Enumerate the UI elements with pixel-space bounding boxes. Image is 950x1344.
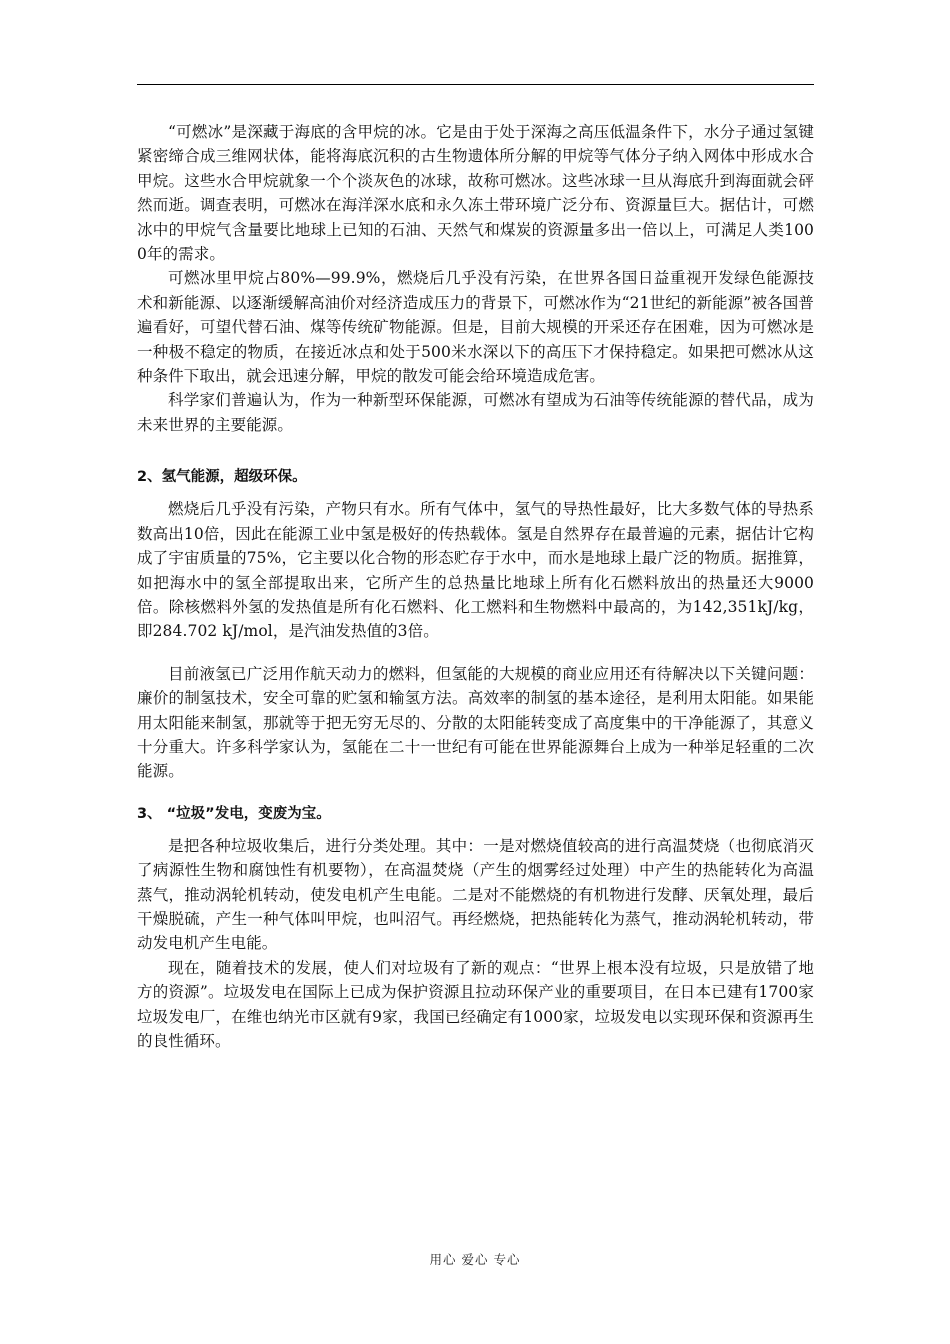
heading-spacer: [137, 489, 814, 497]
heading-spacer: [137, 826, 814, 834]
page-footer: 用心 爱心 专心: [429, 1252, 521, 1267]
section-3-heading: 3、 “垃圾”发电，变废为宝。: [137, 805, 331, 822]
header-rule: [137, 84, 814, 85]
section-2-paragraph-1: 燃烧后几乎没有污染，产物只有水。所有气体中，氢气的导热性最好，比大多数气体的导热系数高出10倍，因此在能源工业中氢是极好的传热载体。氢是自然界存在最普遍的元素，据估计它构成了宇宙质量的75%，它主要以化合物的形态贮存于水中，而水是地球上最广泛的物质。据推算，如把海水中的氢全部提取出来，它所产生的总热量比地球上所有化石燃料放出的热量还大9000倍。除核燃料外氢的发热值是所有化石燃料、化工燃料和生物燃料中最高的，为142,351kJ/kg，即284.702 kJ/mol，是汽油发热值的3倍。: [137, 500, 814, 641]
intro-paragraph-2: 可燃冰里甲烷占80%—99.9%，燃烧后几乎没有污染，在世界各国日益重视开发绿色能源技术和新能源、以逐渐缓解高油价对经济造成压力的背景下，可燃冰作为“21世纪的新能源”被各国普遍看好，可望代替石油、煤等传统矿物能源。但是，目前大规模的开采还存在困难，因为可燃冰是一种极不稳定的物质，在接近冰点和处于500米水深以下的高压下才保持稳定。如果把可燃冰从这种条件下取出，就会迅速分解，甲烷的散发可能会给环境造成危害。: [137, 269, 814, 386]
section-2-paragraph-2: 目前液氢已广泛用作航天动力的燃料，但氢能的大规模的商业应用还有待解决以下关键问题：廉价的制氢技术，安全可靠的贮氢和输氢方法。高效率的制氢的基本途径，是利用太阳能。如果能用太阳能来制氢，那就等于把无穷无尽的、分散的太阳能转变成了高度集中的干净能源了，其意义十分重大。许多科学家认为，氢能在二十一世纪有可能在世界能源舞台上成为一种举足轻重的二次能源。: [137, 664, 814, 781]
section-spacer: [137, 437, 814, 465]
intro-paragraph-1: “可燃冰”是深藏于海底的含甲烷的冰。它是由于处于深海之高压低温条件下，水分子通过氢键紧密缔合成三维网状体，能将海底沉积的古生物遗体所分解的甲烷等气体分子纳入网体中形成水合甲烷。这些水合甲烷就象一个个淡灰色的冰球，故称可燃冰。这些冰球一旦从海底升到海面就会砰然而逝。调查表明，可燃冰在海洋深水底和永久冻土带环境广泛分布、资源量巨大。据估计，可燃冰中的甲烷气含量要比地球上已知的石油、天然气和煤炭的资源量多出一倍以上，可满足人类1000年的需求。: [137, 123, 814, 264]
document-body: [137, 120, 814, 1053]
section-3-paragraph-1: 是把各种垃圾收集后，进行分类处理。其中：一是对燃烧值较高的进行高温焚烧（也彻底消灭了病源性生物和腐蚀性有机要物），在高温焚烧（产生的烟雾经过处理）中产生的热能转化为高温蒸气，推动涡轮机转动，使发电机产生电能。二是对不能燃烧的有机物进行发酵、厌氧处理，最后干燥脱硫，产生一种气体叫甲烷，也叫沼气。再经燃烧，把热能转化为蒸气，推动涡轮机转动，带动发电机产生电能。: [137, 836, 814, 953]
intro-paragraph-3: 科学家们普遍认为，作为一种新型环保能源，可燃冰有望成为石油等传统能源的替代品，成为未来世界的主要能源。: [137, 391, 814, 434]
section-3-paragraph-2: 现在，随着技术的发展，使人们对垃圾有了新的观点：“世界上根本没有垃圾，只是放错了地方的资源”。垃圾发电在国际上已成为保护资源且拉动环保产业的重要项目，在日本已建有1700家垃圾发电厂，在维也纳光市区就有9家，我国已经确定有1000家，垃圾发电以实现环保和资源再生的良性循环。: [137, 958, 814, 1050]
section-spacer: [137, 784, 814, 802]
section-2-heading: 2、氢气能源，超级环保。: [137, 469, 307, 486]
paragraph-spacer: [137, 644, 814, 662]
